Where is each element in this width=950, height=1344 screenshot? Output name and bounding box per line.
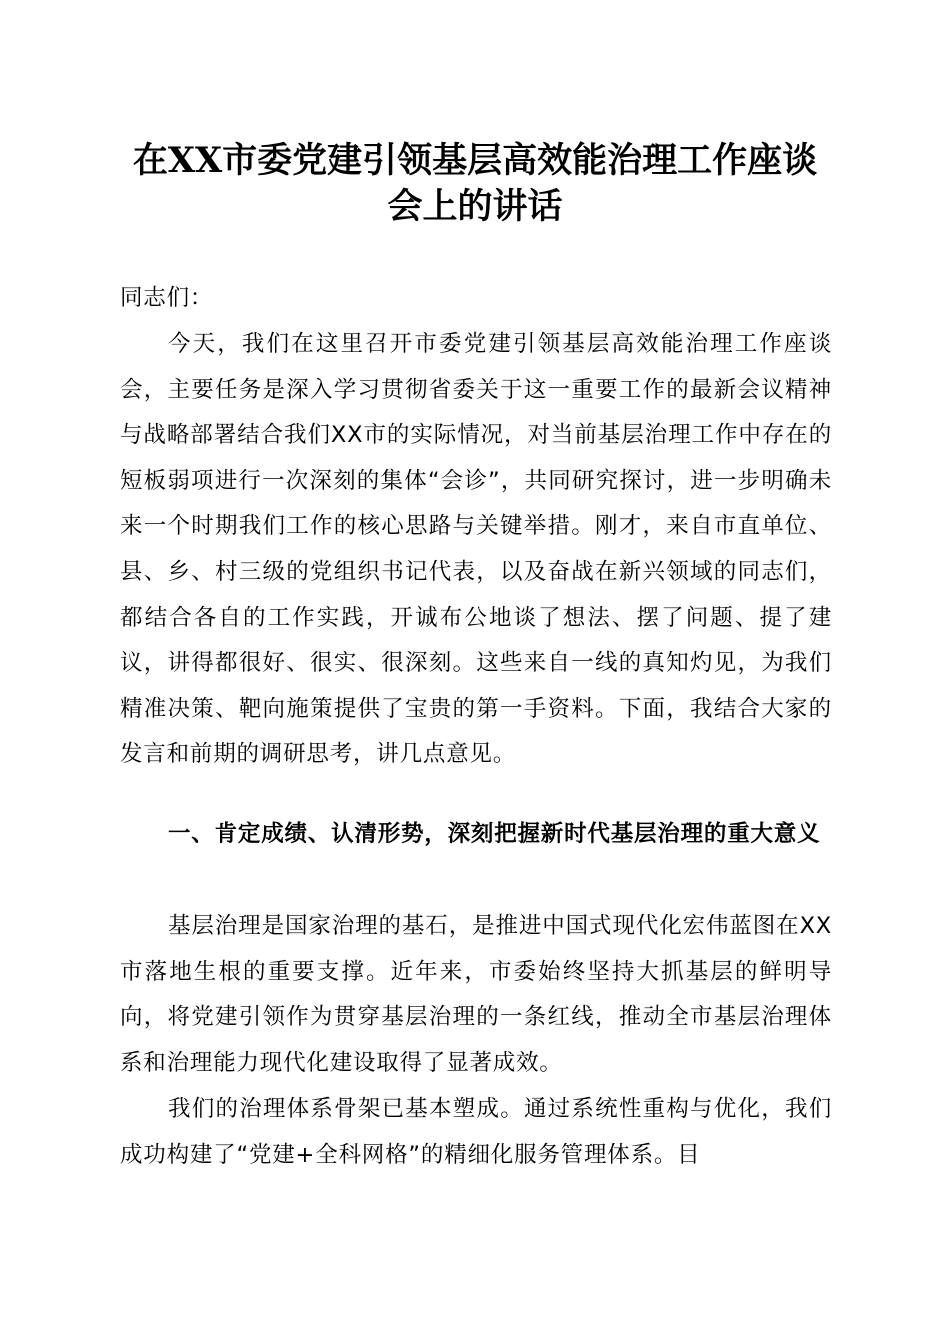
section-1-paragraph-1: 基层治理是国家治理的基石，是推进中国式现代化宏伟蓝图在XX市落地生根的重要支撑。近年来，市委始终坚持大抓基层的鲜明导向，将党建引领作为贯穿基层治理的一条红线，推动全市基层治理体系和治理能力现代化建设取得了显著成效。 xyxy=(120,913,832,1076)
section-heading-1: 一、肯定成绩、认清形势，深刻把握新时代基层治理的重大意义 xyxy=(168,821,821,847)
salutation: 同志们： xyxy=(120,285,214,311)
document-title-line-1: 在XX市委党建引领基层高效能治理工作座谈 xyxy=(132,140,818,181)
intro-paragraph: 今天，我们在这里召开市委党建引领基层高效能治理工作座谈会，主要任务是深入学习贯彻省委关于这一重要工作的最新会议精神与战略部署结合我们XX市的实际情况，对当前基层治理工作中存在的短板弱项进行一次深刻的集体“会诊”，共同研究探讨，进一步明确未来一个时期我们工作的核心思路与关键举措。刚才，来自市直单位、县、乡、村三级的党组织书记代表，以及奋战在新兴领域的同志们，都结合各自的工作实践，开诚布公地谈了想法、摆了问题、提了建议，讲得都很好、很实、很深刻。这些来自一线的真知灼见，为我们精准决策、靶向施策提供了宝贵的第一手资料。下面，我结合大家的发言和前期的调研思考，讲几点意见。 xyxy=(120,331,832,768)
document-title-line-2: 会上的讲话 xyxy=(387,186,563,227)
section-1-paragraph-2: 我们的治理体系骨架已基本塑成。通过系统性重构与优化，我们成功构建了“党建+全科网格”的精细化服务管理体系。目 xyxy=(120,1096,832,1168)
